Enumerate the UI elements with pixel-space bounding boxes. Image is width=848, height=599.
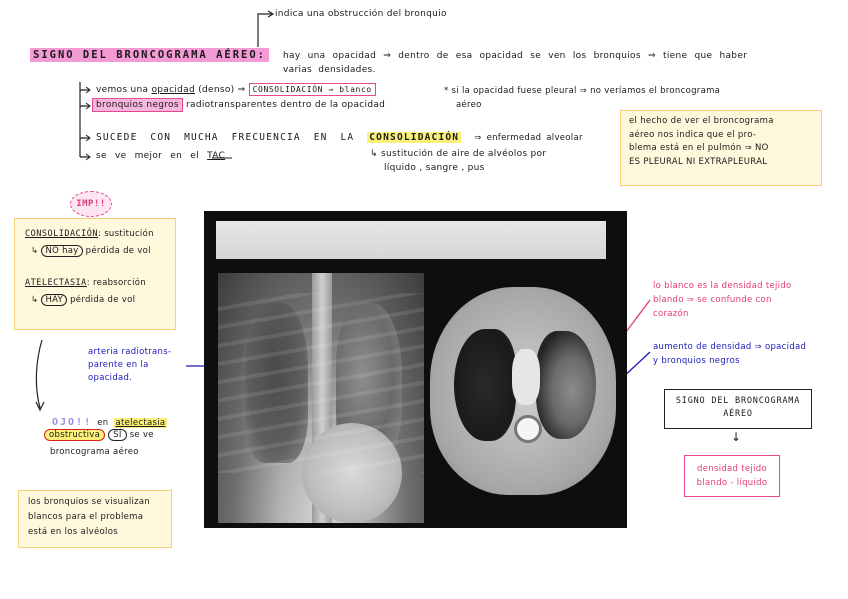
bullet-bronchi: bronquios negros radiotransparentes dentro de la opacidad	[92, 99, 385, 111]
box-line: ES PLEURAL NI EXTRAPLEURAL	[629, 156, 768, 167]
bronchi-visualized-box: los bronquios se visualizan blancos para el problema está en los alvéolos	[18, 490, 172, 548]
sign-box: SIGNO DEL BRONCOGRAMA AÉREO	[664, 389, 812, 429]
substitution-note-2: líquido , sangre , pus	[384, 163, 485, 173]
ojo-line-3: broncograma aéreo	[50, 447, 139, 457]
consolidation-box: CONSOLIDACIÓN ⇒ blanco	[249, 83, 376, 96]
density-box: densidad tejido blando - líquido	[684, 455, 780, 497]
box-line: blema está en el pulmón ⇒ NO	[629, 143, 769, 153]
density-increase-note: aumento de densidad ⇒ opacidad y bronquios negros	[653, 342, 807, 366]
radiology-images	[204, 211, 627, 528]
bullet-opacity: vemos una opacidad (denso) ⇒ CONSOLIDACIÓN ⇒ blanco	[96, 84, 376, 96]
bullet-tac: se ve mejor en el TAC	[96, 151, 226, 161]
si-circle: SÍ	[108, 429, 127, 441]
box-line: aéreo nos indica que el pro-	[629, 129, 757, 140]
bullet-frequency: SUCEDE CON MUCHA FRECUENCIA EN LA CONSOLIDACIÓN ⇒ enfermedad alveolar	[96, 132, 583, 143]
page-title: SIGNO DEL BRONCOGRAMA AÉREO:	[30, 48, 269, 62]
intro-line-1: hay una opacidad ⇒ dentro de esa opacidad se ven los bronquios ⇒ tiene que haber	[283, 51, 748, 61]
intro-line-2: varias densidades.	[283, 65, 376, 75]
consolidation-label: CONSOLIDACIÓN	[25, 229, 99, 239]
ojo-label: OJO!!	[52, 417, 93, 428]
substitution-note: ↳ sustitución de aire de alvéolos por	[370, 149, 547, 159]
important-badge: IMP!!	[70, 191, 112, 217]
pleural-note: * si la opacidad fuese pleural ⇒ no veríamos el broncograma	[444, 86, 721, 96]
box-line: el hecho de ver el broncograma	[629, 116, 774, 126]
atelectasis-label: ATELECTASIA	[25, 278, 87, 288]
consolidation-atelectasis-box: CONSOLIDACIÓN: sustitución ↳ NO hay pérdida de vol ATELECTASIA: reabsorción ↳ HAY pérdida de vol	[14, 218, 176, 330]
ojo-line-2: obstructiva SÍ se ve	[44, 429, 154, 441]
obstructive-circle: obstructiva	[44, 429, 105, 441]
chest-xray	[218, 273, 424, 523]
white-density-note: lo blanco es la densidad tejido blando ⇒ se confunde con corazón	[653, 281, 792, 319]
chest-ct-scan	[430, 287, 616, 495]
lung-problem-box	[620, 110, 822, 186]
no-hay-circle: NO hay	[41, 245, 82, 257]
black-bronchi-box: bronquios negros	[92, 98, 183, 112]
obstruction-note: indica una obstrucción del bronquio	[275, 9, 447, 19]
pleural-note-2: aéreo	[456, 100, 482, 110]
hay-circle: HAY	[41, 294, 67, 306]
ojo-note: OJO!! en atelectasia	[52, 417, 166, 428]
down-arrow-icon: ↓	[731, 430, 742, 444]
artery-note: arteria radiotrans- parente en la opacidad.	[88, 347, 172, 383]
atelectasis-highlight: atelectasia	[115, 418, 166, 428]
